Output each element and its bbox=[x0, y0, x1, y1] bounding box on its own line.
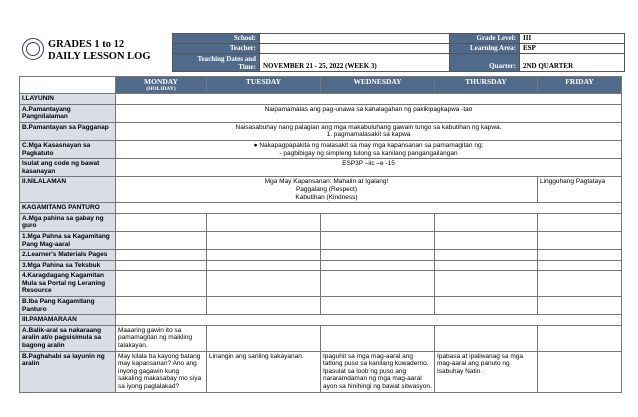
empty-cell bbox=[207, 250, 321, 261]
paghahabi-thursday: Ipabasa at ipaliwanag sa mga mag-aaral ang panuto ng Isabuhay Natin. bbox=[435, 351, 538, 392]
empty-cell bbox=[207, 271, 321, 297]
grade-level-value: III bbox=[520, 34, 625, 44]
empty-cell bbox=[538, 325, 622, 351]
empty-cell bbox=[116, 203, 622, 214]
day-header-thursday: THURSDAY bbox=[435, 77, 538, 94]
empty-cell bbox=[321, 231, 435, 249]
row-label-kasanayan: C.Mga Kasasnayan sa Pagkatuto bbox=[20, 140, 116, 158]
title-grades: GRADES 1 to 12 bbox=[48, 39, 125, 50]
empty-cell bbox=[321, 213, 435, 231]
teacher-label: Teacher: bbox=[173, 44, 260, 54]
paghahabi-wednesday: Ipaguhit sa mga mag-aaral ang tatlong puso sa kanilang kuwaderno. Ipasulat sa loob ng puso ang nararamdaman ng mga mag-aaral ayon sa hinihingi ng bawat sitwasyon. bbox=[321, 351, 435, 392]
empty-cell bbox=[207, 231, 321, 249]
empty-cell bbox=[538, 250, 622, 261]
day-header-monday bbox=[116, 77, 207, 94]
monday-holiday-note: (HOLIDAY) bbox=[146, 85, 176, 92]
empty-cell bbox=[435, 260, 538, 271]
pamantayan-pagganap-value bbox=[116, 122, 622, 140]
empty-cell bbox=[435, 325, 538, 351]
paghahabi-tuesday: Linangin ang sariling kakayanan. bbox=[207, 351, 321, 392]
empty-cell bbox=[435, 231, 538, 249]
empty-cell bbox=[116, 213, 207, 231]
empty-cell bbox=[538, 297, 622, 315]
learning-area-label: Learning Area: bbox=[450, 44, 520, 54]
school-value bbox=[260, 34, 450, 44]
empty-cell bbox=[321, 325, 435, 351]
empty-cell bbox=[207, 260, 321, 271]
empty-cell bbox=[538, 271, 622, 297]
empty-cell bbox=[116, 315, 622, 326]
monday-label: MONDAY bbox=[144, 77, 178, 86]
empty-cell bbox=[538, 213, 622, 231]
empty-cell bbox=[207, 213, 321, 231]
grade-level-label: Grade Level: bbox=[450, 34, 520, 44]
empty-cell bbox=[321, 297, 435, 315]
row-label-balik-aral: A.Balik-aral sa nakaraang aralin at/o pagsisimula sa bagong aralin bbox=[20, 325, 116, 351]
pamantayang-pangnilalaman-value: Naipamamalas ang pag-unawa sa kahalagahan ng pakikipagkapwa -tao bbox=[116, 104, 622, 122]
nilalaman-line2: Paggalang (Respect) bbox=[295, 185, 358, 193]
empty-cell bbox=[538, 351, 622, 392]
empty-cell bbox=[116, 260, 207, 271]
header-info-table bbox=[172, 33, 625, 72]
empty-cell bbox=[116, 231, 207, 249]
balik-aral-monday: Maaaring gawin ito sa pamamagitan ng maikling talakayan. bbox=[116, 325, 207, 351]
row-label-isulat-code: Isulat ang code ng bawat kasanayan bbox=[20, 159, 116, 177]
nilalaman-line3: Kabutihan (Kindness) bbox=[295, 193, 358, 201]
empty-cell bbox=[207, 297, 321, 315]
row-label-portal: 4.Karagdagang Kagamitan Mula sa Portal ng Leraning Resource bbox=[20, 271, 116, 297]
empty-cell bbox=[321, 250, 435, 261]
kasanayan-line1: ● Nakapagpapakita ng malasakit sa may mga kapansanan sa pamamagitan ng: bbox=[253, 141, 484, 149]
section-pamamaraan: III.PAMAMARAAN bbox=[20, 315, 116, 326]
empty-cell bbox=[321, 260, 435, 271]
day-header-friday: FRIDAY bbox=[538, 77, 622, 94]
row-label-iba-pang-kagamitang: B.Iba Pang Kagamitang Panturo bbox=[20, 297, 116, 315]
empty-cell bbox=[116, 250, 207, 261]
teacher-value bbox=[260, 44, 450, 54]
empty-cell bbox=[538, 260, 622, 271]
deped-seal-icon bbox=[22, 38, 44, 60]
teaching-dates-label-line1: Teaching Dates and bbox=[197, 55, 256, 63]
teaching-dates-value: NOVEMBER 21 - 25, 2022 (WEEK 3) bbox=[260, 54, 450, 72]
quarter-label: Quarter: bbox=[450, 54, 520, 72]
row-label-nilalaman: II.NILALAMAN bbox=[20, 177, 116, 203]
teaching-dates-label bbox=[173, 54, 260, 72]
empty-cell bbox=[116, 271, 207, 297]
empty-cell bbox=[321, 271, 435, 297]
pagganap-line2: 1. pagmamalasakit sa kapwa bbox=[326, 131, 411, 139]
empty-cell bbox=[435, 213, 538, 231]
nilalaman-friday: Lingguhang Pagtataya bbox=[538, 177, 622, 203]
quarter-value: 2ND QUARTER bbox=[520, 54, 625, 72]
learning-area-value: ESP bbox=[520, 44, 625, 54]
nilalaman-line1: Mga May Kapansanan: Mahalin at Igalang! bbox=[264, 178, 389, 186]
row-label-gabay-guro: A.Mga pahina sa gabay ng guro bbox=[20, 213, 116, 231]
isulat-code-value: ESP3P –iic –e -15 bbox=[116, 159, 622, 177]
row-label-paghahabi: B.Paghahabi sa layunin ng aralin bbox=[20, 351, 116, 392]
teaching-dates-label-line2: Time: bbox=[238, 63, 256, 71]
empty-cell bbox=[435, 250, 538, 261]
title-daily-lesson-log: DAILY LESSON LOG bbox=[48, 51, 151, 62]
school-label: School: bbox=[173, 34, 260, 44]
row-label-kagamitang-mag-aaral: 1.Mga Pahna sa Kagamitang Pang Mag-aaral bbox=[20, 231, 116, 249]
empty-cell bbox=[538, 231, 622, 249]
empty-cell bbox=[435, 297, 538, 315]
section-kagamitang-panturo: KAGAMITANG PANTURO bbox=[20, 203, 116, 214]
empty-cell bbox=[435, 271, 538, 297]
pagganap-line1: Naisasabuhay nang palagian ang mga makabuluhang gawain tungo sa kabutihan ng kapwa. bbox=[235, 123, 502, 131]
day-header-tuesday: TUESDAY bbox=[207, 77, 321, 94]
day-header-wednesday: WEDNESDAY bbox=[321, 77, 435, 94]
corner-cell bbox=[20, 77, 116, 94]
lesson-log-table bbox=[19, 76, 622, 393]
paghahabi-monday: May kilala ba kayong batang may kapansanan? Ano ang inyong gagawin kung sakaling makasabay mo siya sa iyong paglalakad? bbox=[116, 351, 207, 392]
empty-cell bbox=[116, 297, 207, 315]
kasanayan-value bbox=[116, 140, 622, 158]
section-layunin: I.LAYUNIN bbox=[20, 94, 116, 105]
row-label-pamantayang-pangnilalaman: A.Pamantayang Pangnilalaman bbox=[20, 104, 116, 122]
empty-cell bbox=[116, 94, 622, 105]
empty-cell bbox=[207, 325, 321, 351]
row-label-pamantayan-pagganap: B.Pamantayan sa Pagganap bbox=[20, 122, 116, 140]
kasanayan-line2: - pagbibigay ng simpleng tulong sa kanilang pangangailangan bbox=[279, 149, 458, 157]
row-label-teksbuk: 3.Mga Pahina sa Teksbuk bbox=[20, 260, 116, 271]
nilalaman-value bbox=[116, 177, 538, 203]
row-label-learners-materials: 2.Learner's Materials Pages bbox=[20, 250, 116, 261]
